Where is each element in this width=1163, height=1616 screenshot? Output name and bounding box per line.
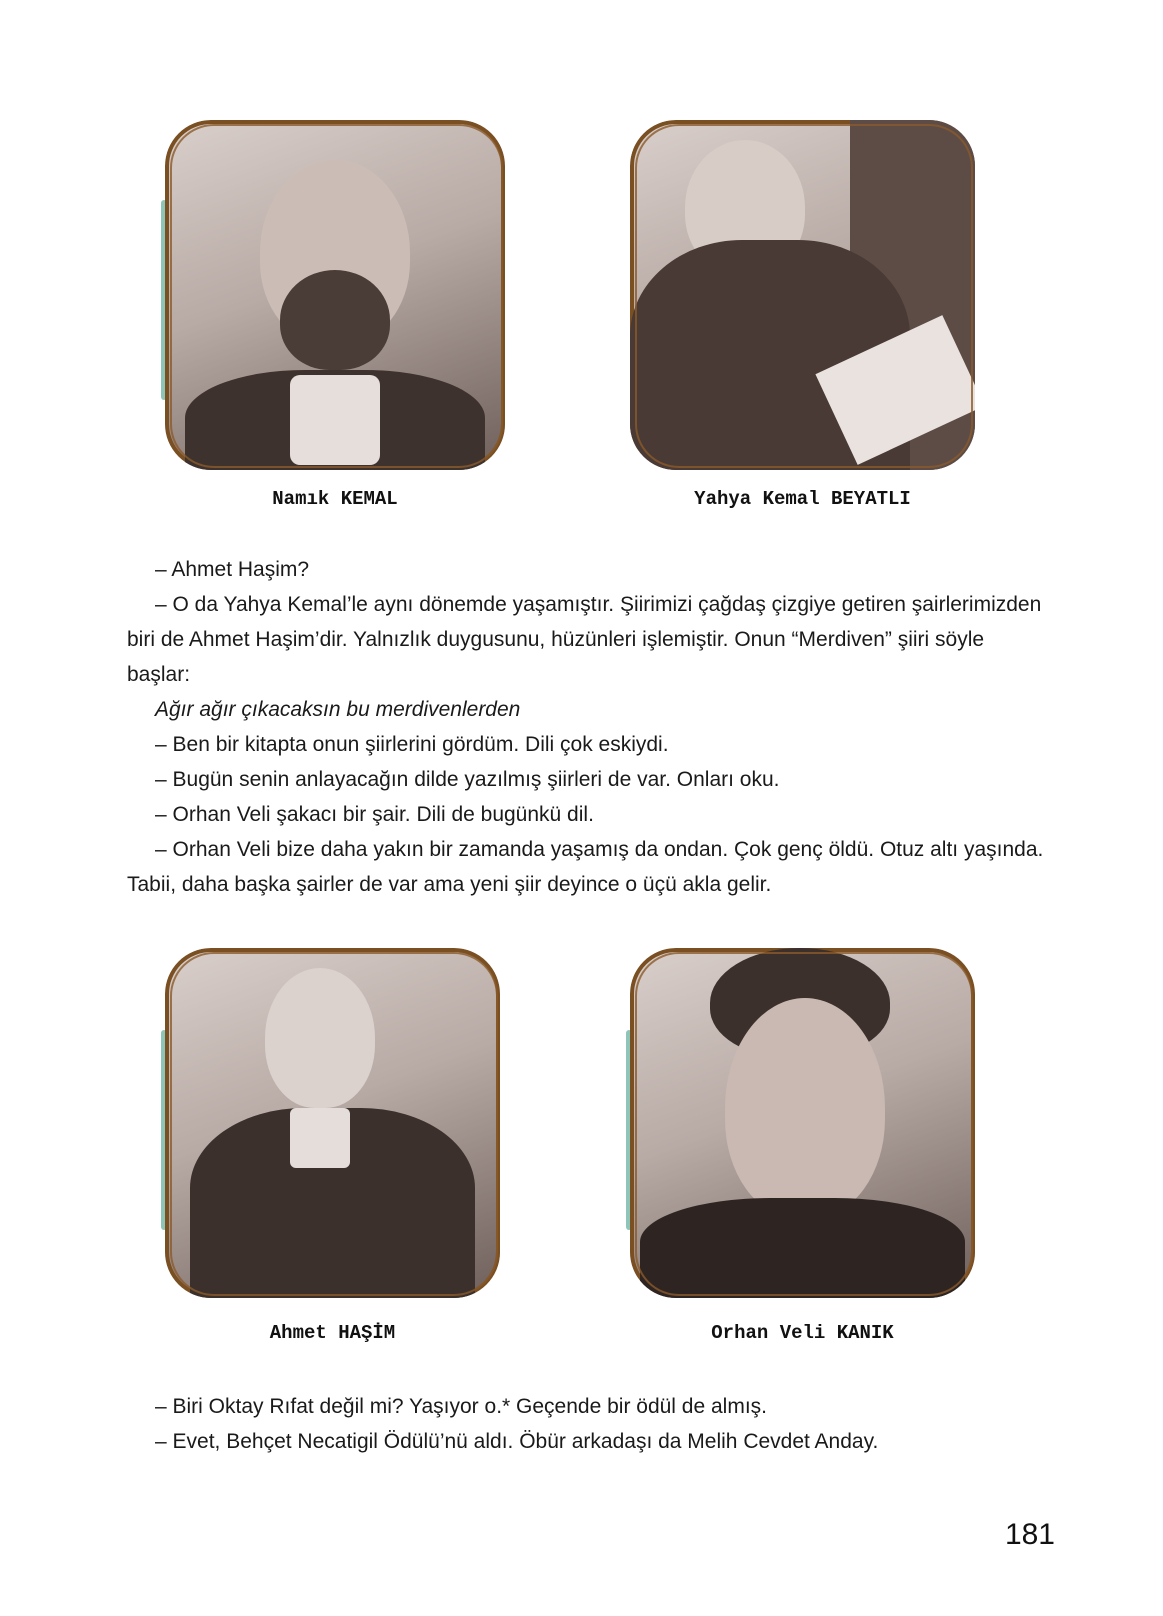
photo-caption: Namık KEMAL (272, 488, 398, 510)
photo-ahmet-hasim (165, 948, 500, 1298)
dialogue-line: – Orhan Veli bize daha yakın bir zamanda yaşamış da ondan. Çok genç öldü. Otuz altı yaşında. Tabii, daha başka şairler de var ama yeni şiir deyince o üçü akla gelir. (127, 838, 1044, 896)
photo-caption: Yahya Kemal BEYATLI (694, 488, 911, 510)
closing-text (127, 1389, 1047, 1459)
dialogue-line: – Orhan Veli şakacı bir şair. Dili de bugünkü dil. (155, 803, 594, 826)
photo-caption: Ahmet HAŞİM (269, 1322, 396, 1344)
dialogue-text (127, 552, 1047, 902)
photo-yahya-kemal (630, 120, 975, 470)
dialogue-line: – Evet, Behçet Necatigil Ödülü’nü aldı. Öbür arkadaşı da Melih Cevdet Anday. (155, 1430, 879, 1453)
dialogue-line: – Biri Oktay Rıfat değil mi? Yaşıyor o.* Geçende bir ödül de almış. (155, 1395, 768, 1418)
photo-namik-kemal (165, 120, 505, 470)
photo-caption: Orhan Veli KANIK (711, 1322, 894, 1344)
dialogue-line: – Ahmet Haşim? (155, 558, 310, 581)
dialogue-line: – O da Yahya Kemal’le aynı dönemde yaşamıştır. Şiirimizi çağdaş çizgiye getiren şairlerimizden biri de Ahmet Haşim’dir. Yalnızlık duygusunu, hüzünleri işlemiştir. Onun “Merdiven” şiiri söyle başlar: (127, 593, 1042, 686)
photo-orhan-veli (630, 948, 975, 1298)
page-number: 181 (1004, 1518, 1055, 1551)
dialogue-line: – Bugün senin anlayacağın dilde yazılmış şiirleri de var. Onları oku. (155, 768, 780, 791)
dialogue-line: – Ben bir kitapta onun şiirlerini gördüm. Dili çok eskiydi. (155, 733, 669, 756)
poem-line: Ağır ağır çıkacaksın bu merdivenlerden (155, 698, 521, 721)
